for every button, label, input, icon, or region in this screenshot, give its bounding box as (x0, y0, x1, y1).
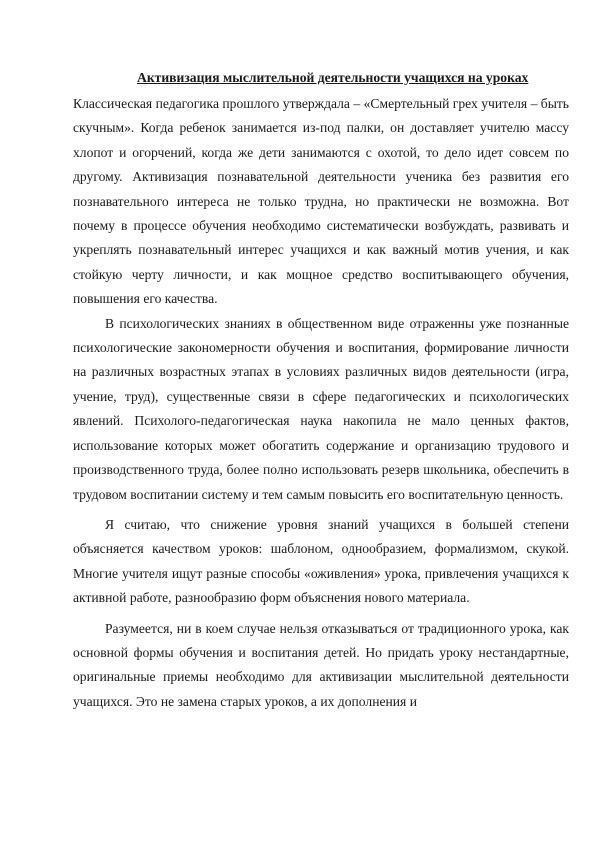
paragraph-1: Классическая педагогика прошлого утверждала – «Смертельный грех учителя – быть скучным». Когда ребенок занимается из-под палки, он доставляет учителю массу хлопот и огорчений, когда же дети занимаются с охотой, то дело идет совсем по другому. Активизация познавательной деятельности ученика без развития его познавательного интереса не только трудна, но практически не возможна. Вот почему в процессе обучения необходимо систематически возбуждать, развивать и укреплять познавательный интерес учащихся и как важный мотив учения, и как стойкую черту личности, и как мощное средство воспитывающего обучения, повышения его качества. (73, 96, 569, 307)
paragraph-2: В психологических знаниях в общественном виде отраженны уже познанные психологические закономерности обучения и воспитания, формирование личности на различных возрастных этапах в условиях различных видов деятельности (игра, учение, труд), существенные связи в сфере педагогических и психологических явлений. Психолого-педагогическая наука накопила не мало ценных фактов, использование которых может обогатить содержание и организацию трудового и производственного труда, более полно использовать резерв школьника, обеспечить в трудовом воспитании систему и тем самым повысить его воспитательную ценность. (73, 315, 569, 502)
paragraph-4: Разумеется, ни в коем случае нельзя отказываться от традиционного урока, как основной формы обучения и воспитания детей. Но придать уроку нестандартные, оригинальные приемы необходимо для активизации мыслительной деятельности учащихся. Это не замена старых уроков, а их дополнения и (73, 620, 569, 709)
document-title: Активизация мыслительной деятельности учащихся на уроках (137, 70, 529, 85)
paragraph-3: Я считаю, что снижение уровня знаний учащихся в большей степени объясняется качеством уроков: шаблоном, однообразием, формализмом, скукой. Многие учителя ищут разные способы «оживления» урока, привлечения учащихся к активной работе, разнообразию форм объяснения нового материала. (73, 516, 569, 606)
